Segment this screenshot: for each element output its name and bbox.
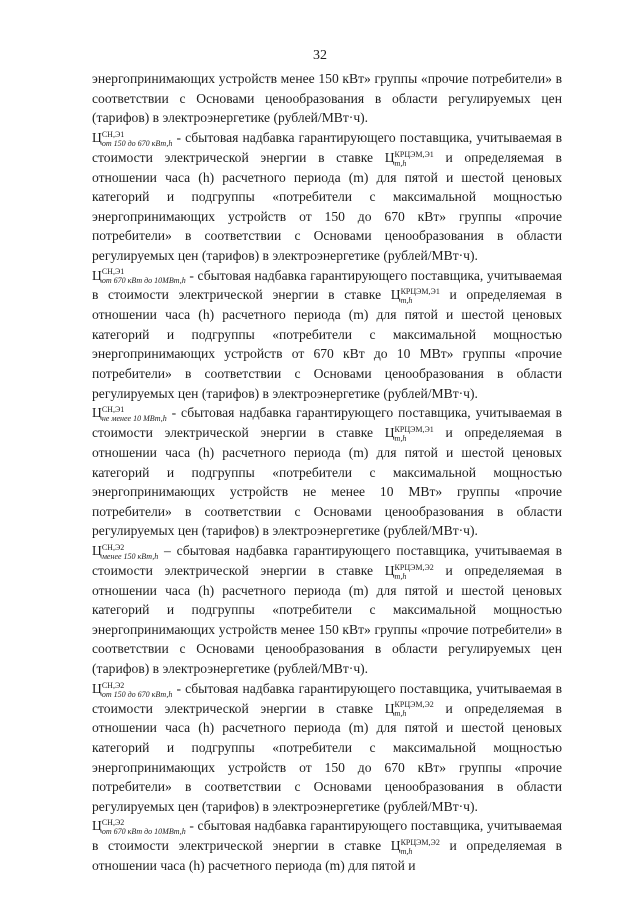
symbol-letter: Ц — [92, 267, 102, 283]
symbol-superscript: СН,Э1 — [101, 267, 125, 277]
paragraph-tail: и определяемая в отношении часа (h) расчетного периода (m) для пятой и шестой ценовых категорий и подгруппы «потребители с максимальной мощностью энергопринимающих устройств от 150 до 670 кВт» группы «прочие потребители» в соответствии с Основами ценообразования в области регулируемых цен (тарифов) в электроэнергетике (рублей/МВт·ч). — [92, 149, 562, 263]
rate-letter: Ц — [384, 562, 395, 578]
symbol — [92, 542, 159, 561]
symbol-subscript: от 670 кВт до 10МВт,h — [101, 276, 186, 286]
symbol-subscript: не менее 10 МВт,h — [101, 414, 167, 424]
paragraph-text: - сбытовая надбавка гарантирующего поставщика, учитываемая в стоимости электрической энергии в ставке — [92, 267, 562, 303]
symbol-letter: Ц — [92, 405, 102, 421]
rate-letter: Ц — [384, 425, 395, 441]
paragraph — [92, 403, 562, 541]
rate-superscript: КРЦЭМ,Э1 — [394, 424, 434, 434]
paragraph — [92, 679, 562, 817]
paragraph-text: энергопринимающих устройств менее 150 кВт» группы «прочие потребители» в соответствии с Основами ценообразования в области регулируемых цен (тарифов) в электроэнергетике (рублей/МВт·ч). — [92, 71, 562, 126]
symbol — [92, 129, 173, 148]
symbol — [92, 267, 186, 286]
symbol — [92, 680, 173, 699]
symbol — [92, 405, 167, 424]
symbol-letter: Ц — [92, 680, 102, 696]
paragraph — [92, 69, 562, 128]
symbol-letter: Ц — [92, 129, 102, 145]
rate-superscript: КРЦЭМ,Э2 — [400, 838, 440, 848]
rate-subscript: m,h — [394, 158, 407, 168]
rate-subscript: m,h — [394, 709, 407, 719]
rate-letter: Ц — [390, 287, 401, 303]
symbol-superscript: СН,Э2 — [101, 818, 125, 828]
symbol-superscript: СН,Э2 — [101, 680, 125, 690]
rate-symbol — [384, 700, 434, 719]
paragraph — [92, 541, 562, 679]
rate-subscript: m,h — [394, 571, 407, 581]
paragraph-tail: и определяемая в отношении часа (h) расчетного периода (m) для пятой и шестой ценовых категорий и подгруппы «потребители с максимальной мощностью энергопринимающих устройств не менее 10 МВт» группы «прочие потребители» в соответствии с Основами ценообразования в области регулируемых цен (тарифов) в электроэнергетике (рублей/МВт·ч). — [92, 425, 562, 539]
paragraph-tail: и определяемая в отношении часа (h) расчетного периода (m) для пятой и шестой ценовых категорий и подгруппы «потребители с максимальной мощностью энергопринимающих устройств менее 150 кВт» группы «прочие потребители» в соответствии с Основами ценообразования в области регулируемых цен (тарифов) в электроэнергетике (рублей/МВт·ч). — [92, 562, 562, 677]
rate-superscript: КРЦЭМ,Э2 — [394, 562, 434, 572]
symbol-subscript: менее 150 кВт,h — [101, 551, 159, 561]
paragraph-tail: и определяемая в отношении часа (h) расчетного периода (m) для пятой и шестой ценовых категорий и подгруппы «потребители с максимальной мощностью энергопринимающих устройств от 670 кВт до 10 МВт» группы «прочие потребители» в соответствии с Основами ценообразования в области регулируемых цен (тарифов) в электроэнергетике (рублей/МВт·ч). — [92, 287, 562, 401]
rate-subscript: m,h — [400, 847, 413, 857]
rate-symbol — [384, 424, 434, 443]
paragraph-text: - сбытовая надбавка гарантирующего поставщика, учитываемая в стоимости электрической энергии в ставке — [92, 680, 562, 716]
rate-letter: Ц — [384, 149, 395, 165]
rate-superscript: КРЦЭМ,Э1 — [394, 149, 434, 159]
page-number: 32 — [313, 48, 327, 63]
paragraph-text: – сбытовая надбавка гарантирующего поставщика, учитываемая в стоимости электрической энергии в ставке — [92, 542, 562, 578]
paragraph-tail: и определяемая в отношении часа (h) расчетного периода (m) для пятой и — [92, 838, 562, 874]
paragraph-text: - сбытовая надбавка гарантирующего поставщика, учитываемая в стоимости электрической энергии в ставке — [92, 405, 562, 441]
rate-symbol — [384, 149, 434, 168]
rate-letter: Ц — [384, 700, 395, 716]
body-text — [92, 69, 562, 876]
paragraph-tail: и определяемая в отношении часа (h) расчетного периода (m) для пятой и шестой ценовых категорий и подгруппы «потребители с максимальной мощностью энергопринимающих устройств от 150 до 670 кВт» группы «прочие потребители» в соответствии с Основами ценообразования в области регулируемых цен (тарифов) в электроэнергетике (рублей/МВт·ч). — [92, 700, 562, 814]
paragraph-text: - сбытовая надбавка гарантирующего поставщика, учитываемая в стоимости электрической энергии в ставке — [92, 129, 562, 165]
paragraph-text: - сбытовая надбавка гарантирующего поставщика, учитываемая в стоимости электрической энергии в ставке — [92, 818, 562, 854]
rate-subscript: m,h — [394, 433, 407, 443]
symbol-superscript: СН,Э1 — [101, 405, 125, 415]
symbol-subscript: от 150 до 670 кВт,h — [101, 689, 173, 699]
symbol-subscript: от 670 кВт до 10МВт,h — [101, 827, 186, 837]
paragraph — [92, 266, 562, 404]
paragraph — [92, 816, 562, 875]
rate-symbol — [384, 562, 434, 581]
rate-superscript: КРЦЭМ,Э1 — [400, 287, 440, 297]
symbol-letter: Ц — [92, 818, 102, 834]
rate-subscript: m,h — [400, 296, 413, 306]
rate-letter: Ц — [390, 838, 401, 854]
symbol-superscript: СН,Э1 — [101, 129, 125, 139]
symbol-letter: Ц — [92, 542, 102, 558]
rate-symbol — [390, 287, 440, 306]
paragraph — [92, 128, 562, 266]
rate-symbol — [390, 838, 440, 857]
rate-superscript: КРЦЭМ,Э2 — [394, 700, 434, 710]
symbol-superscript: СН,Э2 — [101, 542, 125, 552]
symbol-subscript: от 150 до 670 кВт,h — [101, 138, 173, 148]
symbol — [92, 818, 186, 837]
